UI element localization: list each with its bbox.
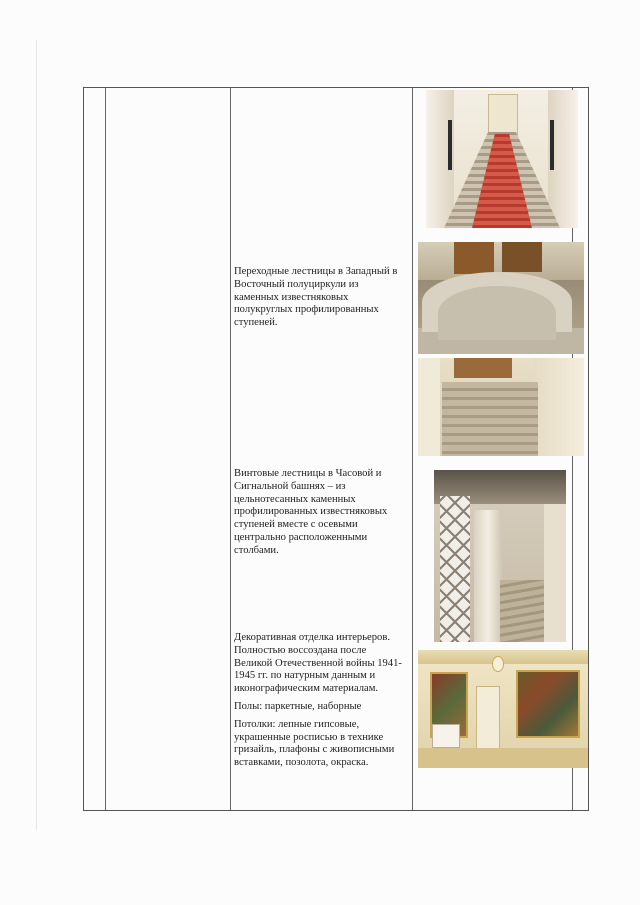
photo-main-staircase xyxy=(426,90,578,228)
scan-margin-line xyxy=(36,40,37,830)
text-transitional-stairs: Переходные лестницы в Западный в Восточный полуциркули из каменных известняковых полукруглых профилированных ступеней. xyxy=(234,266,398,329)
column-divider-2 xyxy=(230,88,231,810)
column-divider-1 xyxy=(105,88,106,810)
column-divider-3 xyxy=(412,88,413,810)
photo-spiral-staircase xyxy=(434,470,566,642)
text-decorative-finish: Декоративная отделка интерьеров. Полностью воссоздана после Великой Отечественной войны 1941-1945 гг. по натурным данным и иконографическим материалам. Полы: паркетные, наборные Потолки: лепные гипсовые, украшенные росписью в технике гризайль, плафоны с живописными вставками, позолота, окраска. xyxy=(234,632,402,769)
photo-interior-hall xyxy=(418,650,588,768)
document-table xyxy=(83,87,589,811)
photo-curved-steps xyxy=(418,242,584,354)
text-spiral-stairs: Винтовые лестницы в Часовой и Сигнальной башнях – из цельнотесанных каменных профилированных известняковых ступеней вместе с осевыми центрально расположенными столбами. xyxy=(234,468,388,556)
photo-straight-steps xyxy=(418,358,584,456)
